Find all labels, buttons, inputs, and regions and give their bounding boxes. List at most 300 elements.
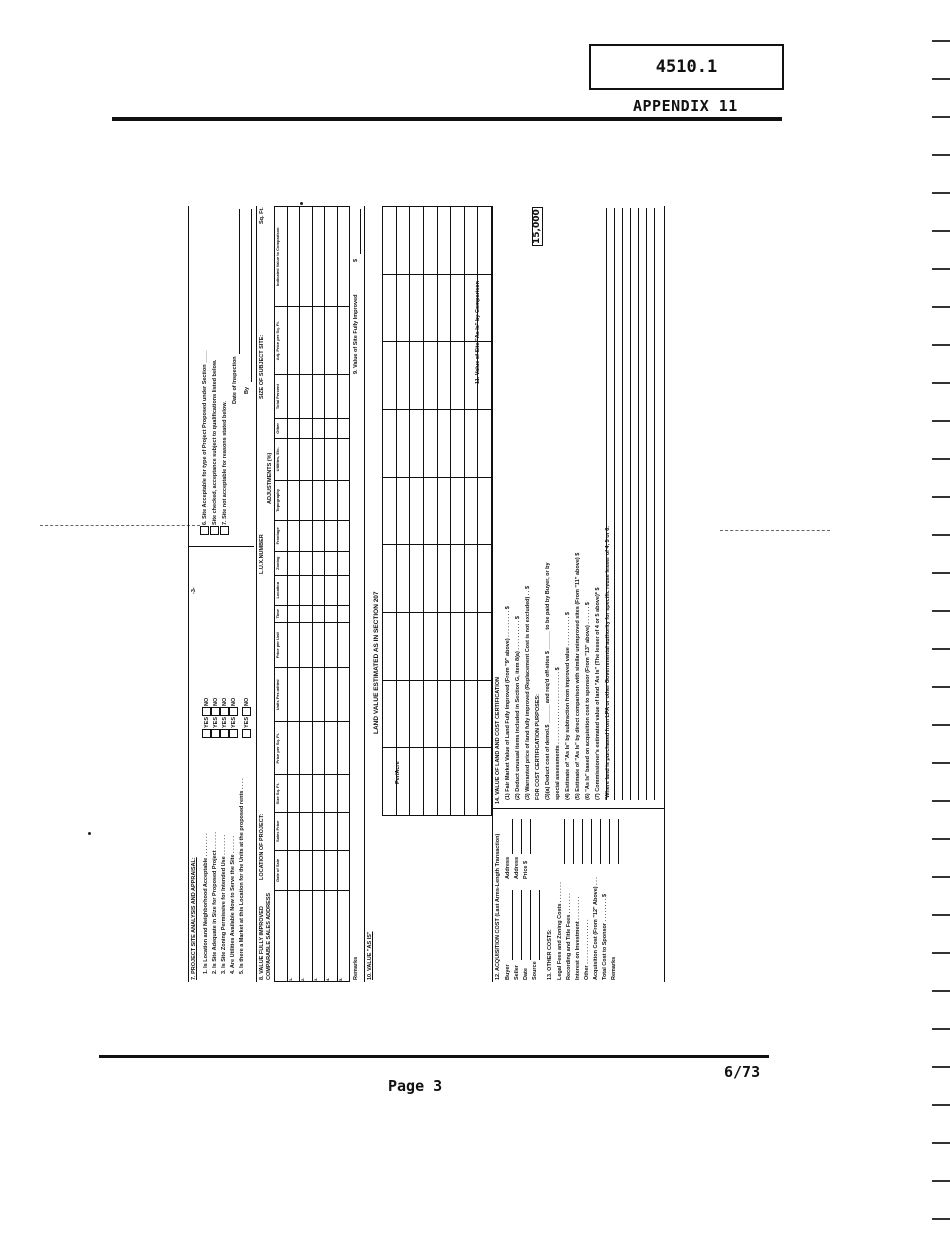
seller-line[interactable]	[521, 890, 522, 960]
table-cell[interactable]	[437, 274, 451, 342]
footer-rule	[99, 1055, 769, 1058]
table-cell[interactable]	[437, 410, 451, 478]
table-cell[interactable]	[300, 419, 313, 439]
s7-item-4: 4. Are Utilities Available Now to Serve the Site . . . . . .	[230, 836, 236, 974]
table-cell[interactable]	[451, 680, 465, 748]
no-checkbox[interactable]	[242, 707, 251, 716]
table-header-row	[275, 207, 288, 982]
table-cell[interactable]	[437, 748, 451, 816]
other-cost-item: Recording and Title Fees . . . . . . .	[566, 893, 572, 980]
row-number: 4.	[325, 891, 338, 982]
column-header: Indicated Value to Comparison	[275, 207, 288, 307]
section-7-title: 7. PROJECT SITE ANALYSIS AND APPRAISAL:	[191, 857, 197, 980]
table-cell[interactable]	[464, 410, 478, 478]
land-value-item: (2) Deduct unusual items included in Section G, item 8(a) . . . . . . . . . . $	[515, 616, 521, 800]
source-label: Source	[532, 961, 538, 980]
table-cell[interactable]	[383, 613, 397, 681]
margin-tick	[932, 610, 950, 612]
column-header: Other	[275, 419, 288, 439]
margin-tick	[932, 1066, 950, 1068]
table-row	[383, 207, 397, 816]
appraisal-form	[186, 203, 669, 984]
s7-item-2: 2. Is Site Adequate in Size for Proposed Project . . . . . .	[212, 832, 218, 974]
remarks-line[interactable]	[646, 208, 647, 800]
revision-date: 6/73	[724, 1063, 761, 1081]
source-line[interactable]	[539, 890, 540, 960]
table-cell[interactable]	[300, 521, 313, 552]
land-value-item: special assessments . . . . . . . . . . . . . . . . . . . . . . . . $	[555, 667, 561, 800]
table-cell[interactable]	[396, 207, 410, 275]
page-number: Page 3	[388, 1077, 443, 1095]
inspector-by-label: By	[244, 386, 250, 394]
table-cell[interactable]	[478, 613, 492, 681]
table-cell[interactable]	[337, 207, 350, 307]
table-cell[interactable]	[300, 575, 313, 605]
table-cell[interactable]	[337, 850, 350, 890]
table-cell[interactable]	[337, 480, 350, 520]
table-cell[interactable]	[423, 545, 437, 613]
other-cost-line[interactable]	[618, 819, 619, 864]
table-cell[interactable]	[478, 477, 492, 545]
remarks-line[interactable]	[630, 208, 631, 800]
no-checkbox[interactable]	[211, 707, 220, 716]
table-cell[interactable]	[464, 207, 478, 275]
table-cell[interactable]	[287, 850, 300, 890]
table-cell[interactable]	[478, 545, 492, 613]
table-cell[interactable]	[312, 521, 325, 552]
table-cell[interactable]	[337, 605, 350, 622]
row-number: 3.	[312, 891, 325, 982]
table-row	[396, 207, 410, 816]
table-cell[interactable]	[287, 419, 300, 439]
table-cell[interactable]	[325, 775, 338, 813]
table-cell[interactable]	[312, 307, 325, 375]
margin-tick	[932, 268, 950, 270]
s7-divider	[188, 546, 254, 547]
table-cell[interactable]	[337, 551, 350, 575]
table-cell[interactable]	[451, 342, 465, 410]
table-row	[437, 207, 451, 816]
table-cell[interactable]	[410, 613, 424, 681]
land-value-item: *Where land is purchased from LPA or other Governmental authority for specific reuse lesser of 4, 5 or 6.	[605, 526, 611, 800]
column-header: Topography	[275, 480, 288, 520]
buyer-address-label: Address	[505, 856, 511, 879]
table-cell[interactable]	[300, 207, 313, 307]
table-cell[interactable]	[410, 342, 424, 410]
remarks-line[interactable]	[638, 208, 639, 800]
no-checkbox[interactable]	[202, 707, 211, 716]
table-cell[interactable]	[312, 850, 325, 890]
table-cell[interactable]	[325, 551, 338, 575]
section-rule	[364, 206, 365, 982]
table-cell[interactable]	[300, 551, 313, 575]
table-cell[interactable]	[300, 668, 313, 722]
table-cell[interactable]	[383, 680, 397, 748]
table-cell[interactable]	[325, 419, 338, 439]
table-cell[interactable]	[337, 521, 350, 552]
document-number-box	[589, 44, 784, 90]
table-cell[interactable]	[410, 545, 424, 613]
table-cell[interactable]	[464, 477, 478, 545]
table-cell[interactable]	[410, 748, 424, 816]
table-cell[interactable]	[337, 375, 350, 419]
margin-tick	[932, 1142, 950, 1144]
table-cell[interactable]	[451, 410, 465, 478]
table-cell[interactable]	[287, 775, 300, 813]
margin-tick	[932, 762, 950, 764]
margin-tick	[932, 572, 950, 574]
table-cell[interactable]	[437, 680, 451, 748]
seller-address-label: Address	[514, 856, 520, 879]
table-cell[interactable]	[451, 748, 465, 816]
table-row	[337, 207, 350, 982]
s7-right-item-7: 7. Site not acceptable for reasons stated below.	[220, 401, 229, 536]
table-cell[interactable]	[325, 668, 338, 722]
table-cell[interactable]	[383, 207, 397, 275]
table-cell[interactable]	[312, 622, 325, 668]
table-cell[interactable]	[325, 850, 338, 890]
table-cell[interactable]	[410, 477, 424, 545]
inspection-date-line[interactable]	[239, 209, 240, 354]
yes-checkbox[interactable]	[211, 729, 220, 738]
column-header: Date of Sale	[275, 850, 288, 890]
table-cell[interactable]	[337, 622, 350, 668]
table-cell[interactable]	[337, 307, 350, 375]
table-cell[interactable]	[287, 622, 300, 668]
table-cell[interactable]	[300, 438, 313, 480]
margin-tick	[932, 192, 950, 194]
table-cell[interactable]	[478, 410, 492, 478]
yes-no-row-1: YESNO	[202, 698, 211, 739]
table-cell[interactable]	[287, 521, 300, 552]
row-number: 1.	[287, 891, 300, 982]
s7-right-item-6b: Site checked, acceptance subject to qualifications listed below.	[210, 360, 219, 536]
table-cell[interactable]	[287, 438, 300, 480]
table-cell[interactable]	[325, 207, 338, 307]
table-cell[interactable]	[300, 722, 313, 775]
column-header: Sales Price	[275, 812, 288, 850]
address-line[interactable]	[521, 819, 522, 854]
table-cell[interactable]	[337, 722, 350, 775]
scan-speck	[88, 832, 91, 835]
table-cell[interactable]	[396, 748, 410, 816]
table-cell[interactable]	[437, 207, 451, 275]
table-cell[interactable]	[437, 477, 451, 545]
not-acceptable-checkbox[interactable]	[220, 526, 229, 535]
table-cell[interactable]	[325, 438, 338, 480]
no-checkbox[interactable]	[220, 707, 229, 716]
table-cell[interactable]	[478, 680, 492, 748]
yes-checkbox[interactable]	[242, 729, 251, 738]
column-header: Location	[275, 575, 288, 605]
margin-tick	[932, 838, 950, 840]
other-cost-line[interactable]	[591, 819, 592, 864]
table-cell[interactable]	[287, 722, 300, 775]
table-cell[interactable]	[423, 342, 437, 410]
yes-no-row-3: YESNO	[220, 698, 229, 739]
table-cell[interactable]	[337, 575, 350, 605]
table-cell[interactable]	[396, 274, 410, 342]
table-cell[interactable]	[478, 748, 492, 816]
margin-tick	[932, 1218, 950, 1220]
s7-item-1: 1. Is Location and Neighborhood Acceptable . . . . . . . .	[203, 833, 209, 974]
buyer-line[interactable]	[512, 890, 513, 960]
yes-checkbox[interactable]	[220, 729, 229, 738]
table-cell[interactable]	[396, 680, 410, 748]
table-cell[interactable]	[287, 551, 300, 575]
table-cell[interactable]	[300, 307, 313, 375]
table-cell[interactable]	[337, 812, 350, 850]
s7-right-item-6: 6. Site Acceptable for type of Project Proposed under Section ____	[200, 351, 209, 536]
table-cell[interactable]	[312, 668, 325, 722]
yes-no-row-4: YESNO	[229, 698, 238, 739]
table-cell[interactable]	[396, 477, 410, 545]
margin-tick	[932, 1028, 950, 1030]
table-cell[interactable]	[312, 419, 325, 439]
table-cell[interactable]	[337, 668, 350, 722]
margin-tick	[932, 1104, 950, 1106]
table-cell[interactable]	[312, 207, 325, 307]
table-cell[interactable]	[287, 812, 300, 850]
table-row	[410, 207, 424, 816]
land-value-item: (1) Fair Market Value of Land Fully Improved (From "9" above) . . . . . . . . . $	[505, 606, 511, 800]
table-cell[interactable]	[300, 375, 313, 419]
section-rule	[492, 206, 493, 982]
column-header: Size Sq. Ft.	[275, 775, 288, 813]
table-cell[interactable]	[300, 622, 313, 668]
land-value-item: (4) Estimate of "As Is" by subtraction from improved value . . . . . . . . . . $	[565, 612, 571, 800]
table-cell[interactable]	[325, 480, 338, 520]
table-cell[interactable]	[423, 748, 437, 816]
table-cell[interactable]	[396, 410, 410, 478]
table-cell[interactable]	[437, 613, 451, 681]
other-cost-item: Other . . . . . . . . . . . . . . .	[584, 919, 590, 980]
table-cell[interactable]	[410, 274, 424, 342]
price-line[interactable]	[530, 819, 531, 854]
yes-no-row-5: YESNO	[242, 698, 251, 739]
inspector-line[interactable]	[251, 209, 252, 382]
s14-divider	[492, 808, 664, 809]
scan-artifact-line	[720, 530, 830, 532]
margin-tick	[932, 78, 950, 80]
land-value-item: (7) Commissioner's estimated value of land "As Is" (The lesser of 4 or 5 above)* $	[595, 587, 601, 800]
margin-tick	[932, 496, 950, 498]
adjustments-label: ADJUSTMENTS (%)	[267, 452, 273, 504]
table-cell[interactable]	[383, 545, 397, 613]
table-cell[interactable]	[325, 812, 338, 850]
table-cell[interactable]	[396, 545, 410, 613]
other-cost-line[interactable]	[582, 819, 583, 864]
table-row	[287, 207, 300, 982]
table-cell[interactable]	[325, 521, 338, 552]
table-cell[interactable]	[337, 775, 350, 813]
section-14-title: 14. VALUE OF LAND AND COST CERTIFICATION	[495, 676, 501, 804]
table-cell[interactable]	[325, 622, 338, 668]
address-line[interactable]	[512, 819, 513, 854]
section-10-title: 10. VALUE "AS IS"	[367, 931, 373, 980]
s7-item-5: 5. Is there a Market at this Location for the Units at the proposed rents . . . .	[239, 778, 245, 974]
table-cell[interactable]	[287, 575, 300, 605]
table-cell[interactable]	[312, 722, 325, 775]
no-checkbox[interactable]	[229, 707, 238, 716]
table-row	[423, 207, 437, 816]
remarks-line[interactable]	[614, 208, 615, 800]
table-cell[interactable]	[325, 307, 338, 375]
margin-tick	[932, 534, 950, 536]
row-number: 5.	[337, 891, 350, 982]
form-top-rule	[188, 206, 189, 982]
section-13-title: 13. OTHER COSTS:	[547, 929, 553, 980]
margin-tick	[932, 306, 950, 308]
table-cell[interactable]	[325, 722, 338, 775]
table-cell[interactable]	[383, 748, 397, 816]
margin-tick	[932, 914, 950, 916]
appendix-label: APPENDIX 11	[633, 97, 738, 115]
margin-tick	[932, 420, 950, 422]
margin-tick	[932, 648, 950, 650]
table-cell[interactable]	[300, 605, 313, 622]
row-number: 2.	[300, 891, 313, 982]
table-cell[interactable]	[383, 410, 397, 478]
table-cell[interactable]	[451, 274, 465, 342]
date-label: Date	[523, 968, 529, 980]
table-cell[interactable]	[300, 812, 313, 850]
margin-tick	[932, 344, 950, 346]
table-row	[325, 207, 338, 982]
yes-checkbox[interactable]	[229, 729, 238, 738]
margin-tick	[932, 458, 950, 460]
table-cell[interactable]	[423, 680, 437, 748]
yes-checkbox[interactable]	[202, 729, 211, 738]
table-cell[interactable]	[478, 207, 492, 275]
column-header: Utilities, Etc.	[275, 438, 288, 480]
margin-tick	[932, 116, 950, 118]
other-cost-line[interactable]	[609, 819, 610, 864]
column-header: Price per Sq. Ft.	[275, 722, 288, 775]
table-cell[interactable]	[451, 613, 465, 681]
rotated-form-region	[186, 203, 669, 984]
sqft-label: Sq. Ft.	[259, 207, 265, 224]
column-header: Zoning	[275, 551, 288, 575]
acceptable-checkbox[interactable]	[200, 526, 209, 535]
table-cell[interactable]	[437, 545, 451, 613]
buyer-label: Buyer	[505, 964, 511, 980]
table-cell[interactable]	[300, 850, 313, 890]
table-cell[interactable]	[312, 605, 325, 622]
margin-tick	[932, 40, 950, 42]
document-number: 4510.1	[655, 57, 718, 77]
table-cell[interactable]	[325, 375, 338, 419]
land-value-item: (6) "As Is" based on acquisition cost to sponsor (From "13" above) . . . . . . $	[585, 602, 591, 800]
other-cost-line[interactable]	[564, 819, 565, 864]
margin-tick	[932, 724, 950, 726]
table-cell[interactable]	[464, 545, 478, 613]
site-size-label: SIZE OF SUBJECT SITE:	[259, 334, 265, 399]
table-cell[interactable]	[437, 342, 451, 410]
table-cell[interactable]	[383, 477, 397, 545]
table-cell[interactable]	[325, 575, 338, 605]
table-cell[interactable]	[423, 613, 437, 681]
table-cell[interactable]	[312, 375, 325, 419]
table-cell[interactable]	[464, 748, 478, 816]
table-cell[interactable]	[287, 307, 300, 375]
inspection-date-label: Date of Inspection	[232, 356, 238, 404]
table-cell[interactable]	[287, 480, 300, 520]
remarks-line[interactable]	[622, 208, 623, 800]
page-marker: -3-	[191, 587, 197, 594]
table-cell[interactable]	[464, 680, 478, 748]
table-cell[interactable]	[410, 207, 424, 275]
table-cell[interactable]	[300, 775, 313, 813]
table-cell[interactable]	[451, 477, 465, 545]
land-value-item: (5) Estimate of "As Is" by direct comparison with similar unimproved sites (From "11" above) $	[575, 552, 581, 800]
table-cell[interactable]	[451, 207, 465, 275]
table-cell[interactable]	[312, 480, 325, 520]
table-cell[interactable]	[312, 775, 325, 813]
table-cell[interactable]	[337, 419, 350, 439]
as-is-value-label: 11. Value of Site "As Is" by Comparison	[475, 280, 481, 384]
table-row	[451, 207, 465, 816]
margin-tick	[932, 230, 950, 232]
site-value-dollar: $	[353, 258, 359, 262]
table-cell[interactable]	[383, 342, 397, 410]
date-line[interactable]	[530, 890, 531, 960]
margin-tick	[932, 154, 950, 156]
other-cost-item: Acquisition Cost (From "12" Above) . . .	[593, 877, 599, 980]
table-cell[interactable]	[287, 668, 300, 722]
site-value-line[interactable]	[360, 209, 361, 254]
column-header: Total Percent	[275, 375, 288, 419]
table-cell[interactable]	[423, 274, 437, 342]
handwritten-value: 15,000	[532, 209, 542, 244]
table-cell[interactable]	[312, 812, 325, 850]
column-header: Time	[275, 605, 288, 622]
yes-no-row-2: YESNO	[211, 698, 220, 739]
table-cell[interactable]	[396, 613, 410, 681]
table-cell[interactable]	[312, 551, 325, 575]
other-cost-line[interactable]	[573, 819, 574, 864]
table-cell[interactable]	[337, 438, 350, 480]
table-cell[interactable]	[287, 605, 300, 622]
table-cell[interactable]	[464, 613, 478, 681]
conditional-checkbox[interactable]	[210, 526, 219, 535]
table-cell[interactable]	[312, 575, 325, 605]
column-header: Price per Unit	[275, 622, 288, 668]
table-cell[interactable]	[287, 375, 300, 419]
table-cell[interactable]	[423, 207, 437, 275]
table-cell[interactable]	[423, 410, 437, 478]
table-cell[interactable]	[325, 605, 338, 622]
table-cell[interactable]	[451, 545, 465, 613]
remarks-line[interactable]	[654, 208, 655, 800]
table-cell[interactable]	[312, 438, 325, 480]
table-cell[interactable]	[410, 680, 424, 748]
table-row	[300, 207, 313, 982]
table-cell[interactable]	[396, 342, 410, 410]
table-cell[interactable]	[287, 207, 300, 307]
section-rule	[256, 206, 257, 982]
other-cost-line[interactable]	[600, 819, 601, 864]
table-cell[interactable]	[423, 477, 437, 545]
remarks-line[interactable]	[606, 208, 607, 800]
s7-item-3: 3. Is Site Zoning Permissive for Intended Use . . . . . . .	[221, 834, 227, 974]
table-cell[interactable]	[300, 480, 313, 520]
scan-artifact-line	[40, 525, 200, 527]
table-cell[interactable]	[410, 410, 424, 478]
land-value-item: (3) Warranted price of land fully improved (Replacement Cost is not excluded) . . $	[525, 585, 531, 800]
margin-tick	[932, 952, 950, 954]
table-cell[interactable]	[383, 274, 397, 342]
